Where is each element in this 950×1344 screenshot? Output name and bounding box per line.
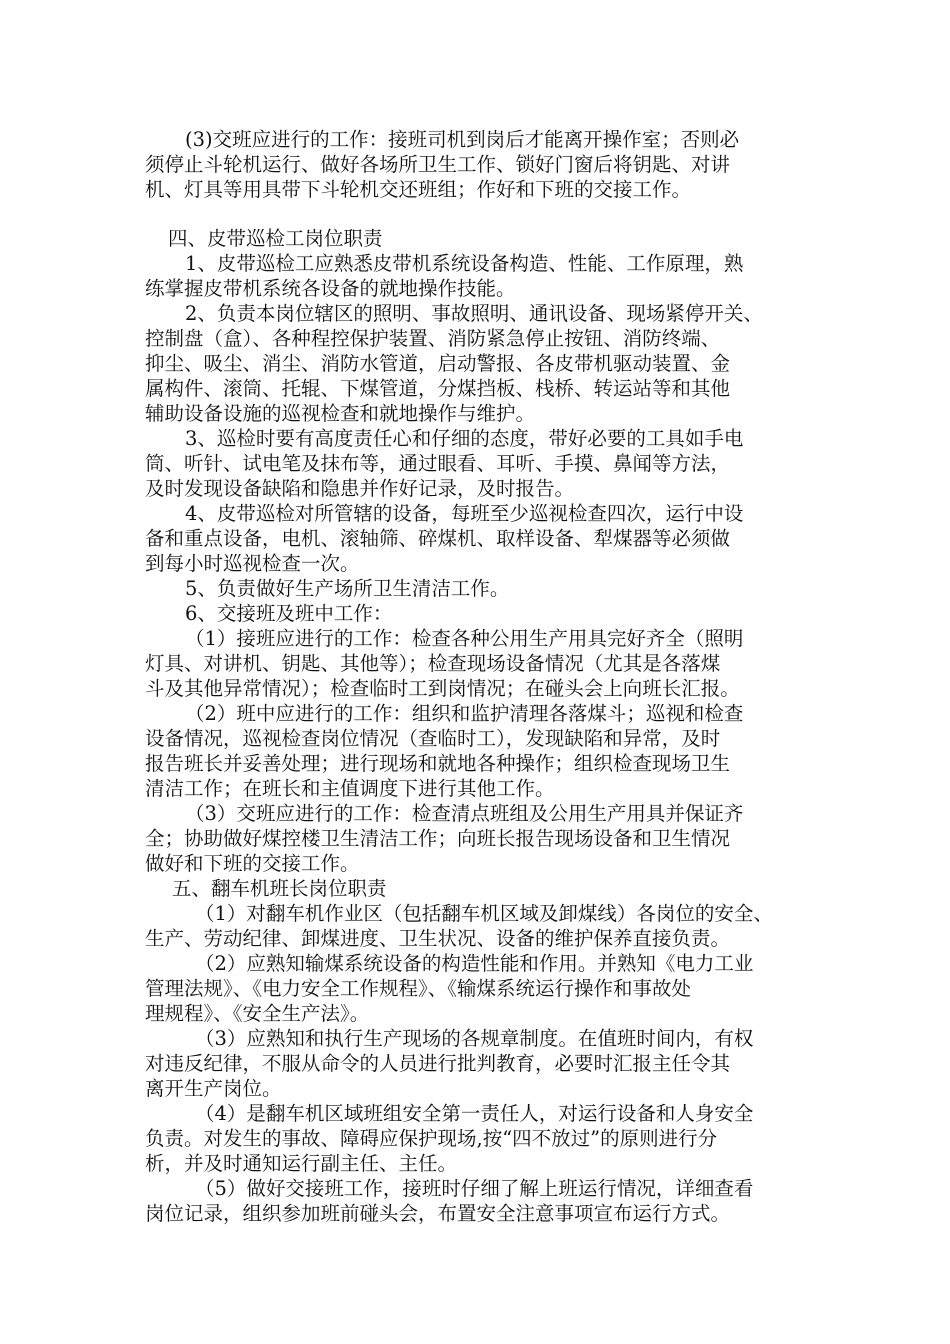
text-line: 6、交接班及班中工作： [185,602,393,625]
text-line: 岗位记录，组织参加班前碰头会，布置安全注意事项宣布运行方式。 [145,1202,731,1225]
text-line: 斗及其他异常情况）；检查临时工到岗情况；在碰头会上向班长汇报。 [145,677,740,700]
text-line: （4）是翻车机区域班组安全第一责任人，对运行设备和人身安全 [195,1102,754,1125]
text-line: 筒、听针、试电笔及抹布等，通过眼看、耳听、手摸、鼻闻等方法， [145,452,731,475]
text-line: 3、巡检时要有高度责任心和仔细的态度，带好必要的工具如手电 [185,427,744,450]
text-line: 备和重点设备，电机、滚轴筛、碎煤机、取样设备、犁煤器等必须做 [145,527,731,550]
text-line: 练掌握皮带机系统各设备的就地操作技能。 [145,277,516,300]
text-line: （1）接班应进行的工作：检查各种公用生产用具完好齐全（照明 [185,627,744,650]
text-line: （2）班中应进行的工作：组织和监护清理各落煤斗；巡视和检查 [185,702,744,725]
text-line: 做好和下班的交接工作。 [145,852,360,875]
text-line: (3)交班应进行的工作：接班司机到岗后才能离开操作室；否则必 [185,128,740,151]
text-line: 2、负责本岗位辖区的照明、事故照明、通讯设备、现场紧停开关、 [185,302,763,325]
text-line: 5、负责做好生产场所卫生清洁工作。 [185,577,510,600]
text-line: 对违反纪律，不服从命令的人员进行批判教育，必要时汇报主任令其 [145,1052,731,1075]
text-line: 清洁工作；在班长和主值调度下进行其他工作。 [145,777,555,800]
text-line: 机、灯具等用具带下斗轮机交还班组；作好和下班的交接工作。 [145,178,692,201]
text-line: 1、皮带巡检工应熟悉皮带机系统设备构造、性能、工作原理，熟 [185,252,744,275]
text-line: 报告班长并妥善处理；进行现场和就地各种操作；组织检查现场卫生 [145,752,731,775]
text-line: 离开生产岗位。 [145,1077,282,1100]
text-line: （2）应熟知输煤系统设备的构造性能和作用。并熟知《电力工业 [195,952,754,975]
text-line: 全；协助做好煤控楼卫生清洁工作；向班长报告现场设备和卫生情况 [145,827,731,850]
section-heading: 五、翻车机班长岗位职责 [172,877,387,900]
text-line: 设备情况，巡视检查岗位情况（查临时工），发现缺陷和异常，及时 [145,727,721,750]
text-line: （3）交班应进行的工作：检查清点班组及公用生产用具并保证齐 [185,802,744,825]
section-heading: 四、皮带巡检工岗位职责 [168,227,383,250]
text-line: 生产、劳动纪律、卸煤进度、卫生状况、设备的维护保养直接负责。 [145,927,731,950]
text-line: （1）对翻车机作业区（包括翻车机区域及卸煤线）各岗位的安全、 [195,902,773,925]
text-line: 到每小时巡视检查一次。 [145,552,360,575]
text-line: 及时发现设备缺陷和隐患并作好记录，及时报告。 [145,477,575,500]
text-line: 灯具、对讲机、钥匙、其他等）；检查现场设备情况（尤其是各落煤 [145,652,721,675]
text-line: （3）应熟知和执行生产现场的各规章制度。在值班时间内，有权 [195,1027,754,1050]
text-line: 辅助设备设施的巡视检查和就地操作与维护。 [145,402,536,425]
text-line: 负责。对发生的事故、障碍应保护现场,按“四不放过”的原则进行分 [145,1127,718,1150]
text-line: 4、皮带巡检对所管辖的设备，每班至少巡视检查四次，运行中设 [185,502,744,525]
text-line: 控制盘（盒）、各种程控保护装置、消防紧急停止按钮、消防终端、 [145,327,721,350]
text-line: 理规程》、《安全生产法》。 [145,1002,370,1025]
text-line: 抑尘、吸尘、消尘、消防水管道，启动警报、各皮带机驱动装置、金 [145,352,731,375]
text-line: 属构件、滚筒、托辊、下煤管道，分煤挡板、栈桥、转运站等和其他 [145,377,731,400]
text-line: 析，并及时通知运行副主任、主任。 [145,1152,458,1175]
text-line: 管理法规》、《电力安全工作规程》、《输煤系统运行操作和事故处 [145,977,692,1000]
text-line: （5）做好交接班工作，接班时仔细了解上班运行情况，详细查看 [195,1177,754,1200]
text-line: 须停止斗轮机运行、做好各场所卫生工作、锁好门窗后将钥匙、对讲 [145,153,731,176]
